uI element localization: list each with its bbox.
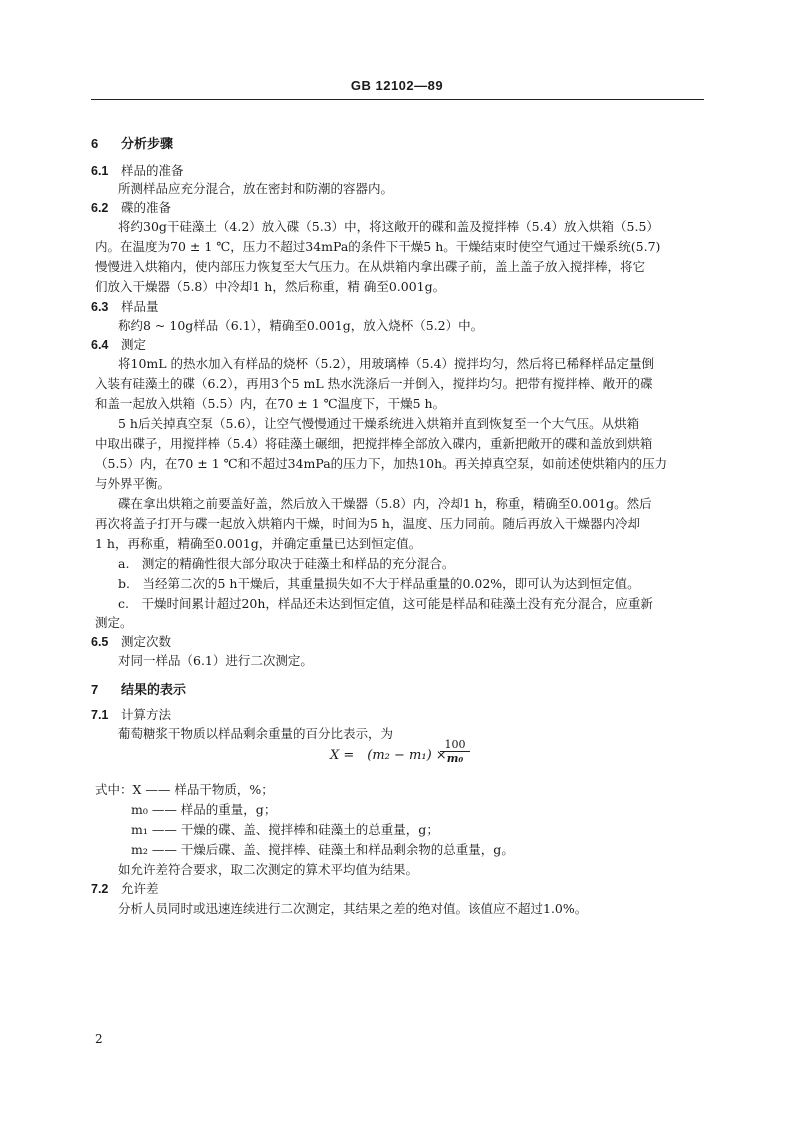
section-6-1-heading: 6.1 样品的准备 [91, 163, 184, 178]
section-6-4-heading: 6.4 测定 [91, 337, 147, 352]
section-7-heading: 7 结果的表示 [91, 682, 187, 698]
section-7-1-heading: 7.1 计算方法 [91, 707, 172, 722]
paragraph-line: 将约30g干硅藻土（4.2）放入碟（5.3）中，将这敞开的碟和盖及搅拌棒（5.4）放入烘箱（5.5） [118, 219, 659, 234]
list-item: a. 测定的精确性很大部分取决于硅藻土和样品的充分混合。 [118, 556, 455, 571]
paragraph-line: 碟在拿出烘箱之前要盖好盖，然后放入干燥器（5.8）内，冷却1 h，称重，精确至0.001g。然后 [118, 496, 652, 511]
section-6-heading: 6 分析步骤 [91, 136, 174, 152]
page-number: 2 [95, 1032, 103, 1046]
paragraph-line: 葡萄糖浆干物质以样品剩余重量的百分比表示，为 [118, 726, 394, 741]
list-item: b. 当经第二次的5 h干燥后，其重量损失如不大于样品重量的0.02%，即可认为达到恒定值。 [118, 576, 640, 591]
formula-legend-item: m₁ —— 干燥的碟、盖、搅拌棒和硅藻土的总重量，g； [131, 822, 439, 837]
paragraph-line: （5.5）内，在70 ± 1 ℃和不超过34mPa的压力下，加热10h。再关掉真空泵，如前述使烘箱内的压力 [95, 456, 668, 471]
paragraph-line: 再次将盖子打开与碟一起放入烘箱内干燥，时间为5 h，温度、压力同前。随后再放入干燥器内冷却 [95, 516, 640, 531]
paragraph-line: 将10mL 的热水加入有样品的烧杯（5.2），用玻璃棒（5.4）搅拌均匀，然后将已稀释样品定量倒 [118, 356, 655, 371]
paragraph-line: 所测样品应充分混合，放在密封和防潮的容器内。 [118, 181, 394, 196]
formula-fraction: $\frac{100}{\text{m₀}}$ [440, 738, 470, 766]
paragraph-line: 中取出碟子，用搅拌棒（5.4）将硅藻土碾细，把搅拌棒全部放入碟内，重新把敞开的碟和盖放到烘箱 [95, 436, 653, 451]
section-6-2-heading: 6.2 碟的准备 [91, 200, 172, 215]
section-6-3-heading: 6.3 样品量 [91, 299, 159, 314]
section-6-5-heading: 6.5 测定次数 [91, 634, 172, 649]
paragraph-line: 对同一样品（6.1）进行二次测定。 [118, 653, 313, 668]
section-7-2-heading: 7.2 允许差 [91, 881, 159, 896]
paragraph-line: 与外界平衡。 [95, 476, 171, 491]
paragraph-line: 内。在温度为70 ± 1 ℃，压力不超过34mPa的条件下干燥5 h。干燥结束时使空气通过干燥系统(5.7) [95, 239, 661, 254]
header-rule [91, 99, 704, 100]
paragraph-line: 5 h后关掉真空泵（5.6），让空气慢慢通过干燥系统进入烘箱并直到恢复至一个大气压。从烘箱 [118, 416, 640, 431]
paragraph-line: 入装有硅藻土的碟（6.2），再用3个5 mL 热水洗涤后一并倒入，搅拌均匀。把带有搅拌棒、敞开的碟 [95, 376, 653, 391]
paragraph-line: 测定。 [95, 615, 133, 630]
paragraph-line: 1 h，再称重，精确至0.001g，并确定重量已达到恒定值。 [95, 536, 422, 551]
paragraph-line: 慢慢进入烘箱内，使内部压力恢复至大气压力。在从烘箱内拿出碟子前，盖上盖子放入搅拌棒，将它 [95, 259, 646, 274]
formula-legend-item: m₀ —— 样品的重量，g； [131, 802, 277, 817]
paragraph-line: 和盖一起放入烘箱（5.5）内，在70 ± 1 ℃温度下，干燥5 h。 [95, 396, 446, 411]
document-header: GB 12102—89 [350, 78, 444, 93]
dry-matter-formula: X = (m₂ − m₁) × $\frac{100}{\text{m₀}}$ [330, 744, 447, 763]
formula-legend-item: 式中：X —— 样品干物质，%； [95, 782, 274, 797]
paragraph-line: 分析人员同时或迅速连续进行二次测定，其结果之差的绝对值。该值应不超过1.0%。 [118, 901, 588, 916]
paragraph-line: 们放入干燥器（5.8）中冷却1 h，然后称重，精 确至0.001g。 [95, 279, 446, 294]
formula-legend-item: m₂ —— 干燥后碟、盖、搅拌棒、硅藻土和样品剩余物的总重量，g。 [131, 842, 514, 857]
paragraph-line: 如允许差符合要求，取二次测定的算术平均值为结果。 [118, 862, 419, 877]
list-item: c. 干燥时间累计超过20h，样品还未达到恒定值，这可能是样品和硅藻土没有充分混合，应重新 [118, 596, 653, 611]
paragraph-line: 称约8 ~ 10g样品（6.1），精确至0.001g，放入烧杯（5.2）中。 [118, 318, 484, 333]
